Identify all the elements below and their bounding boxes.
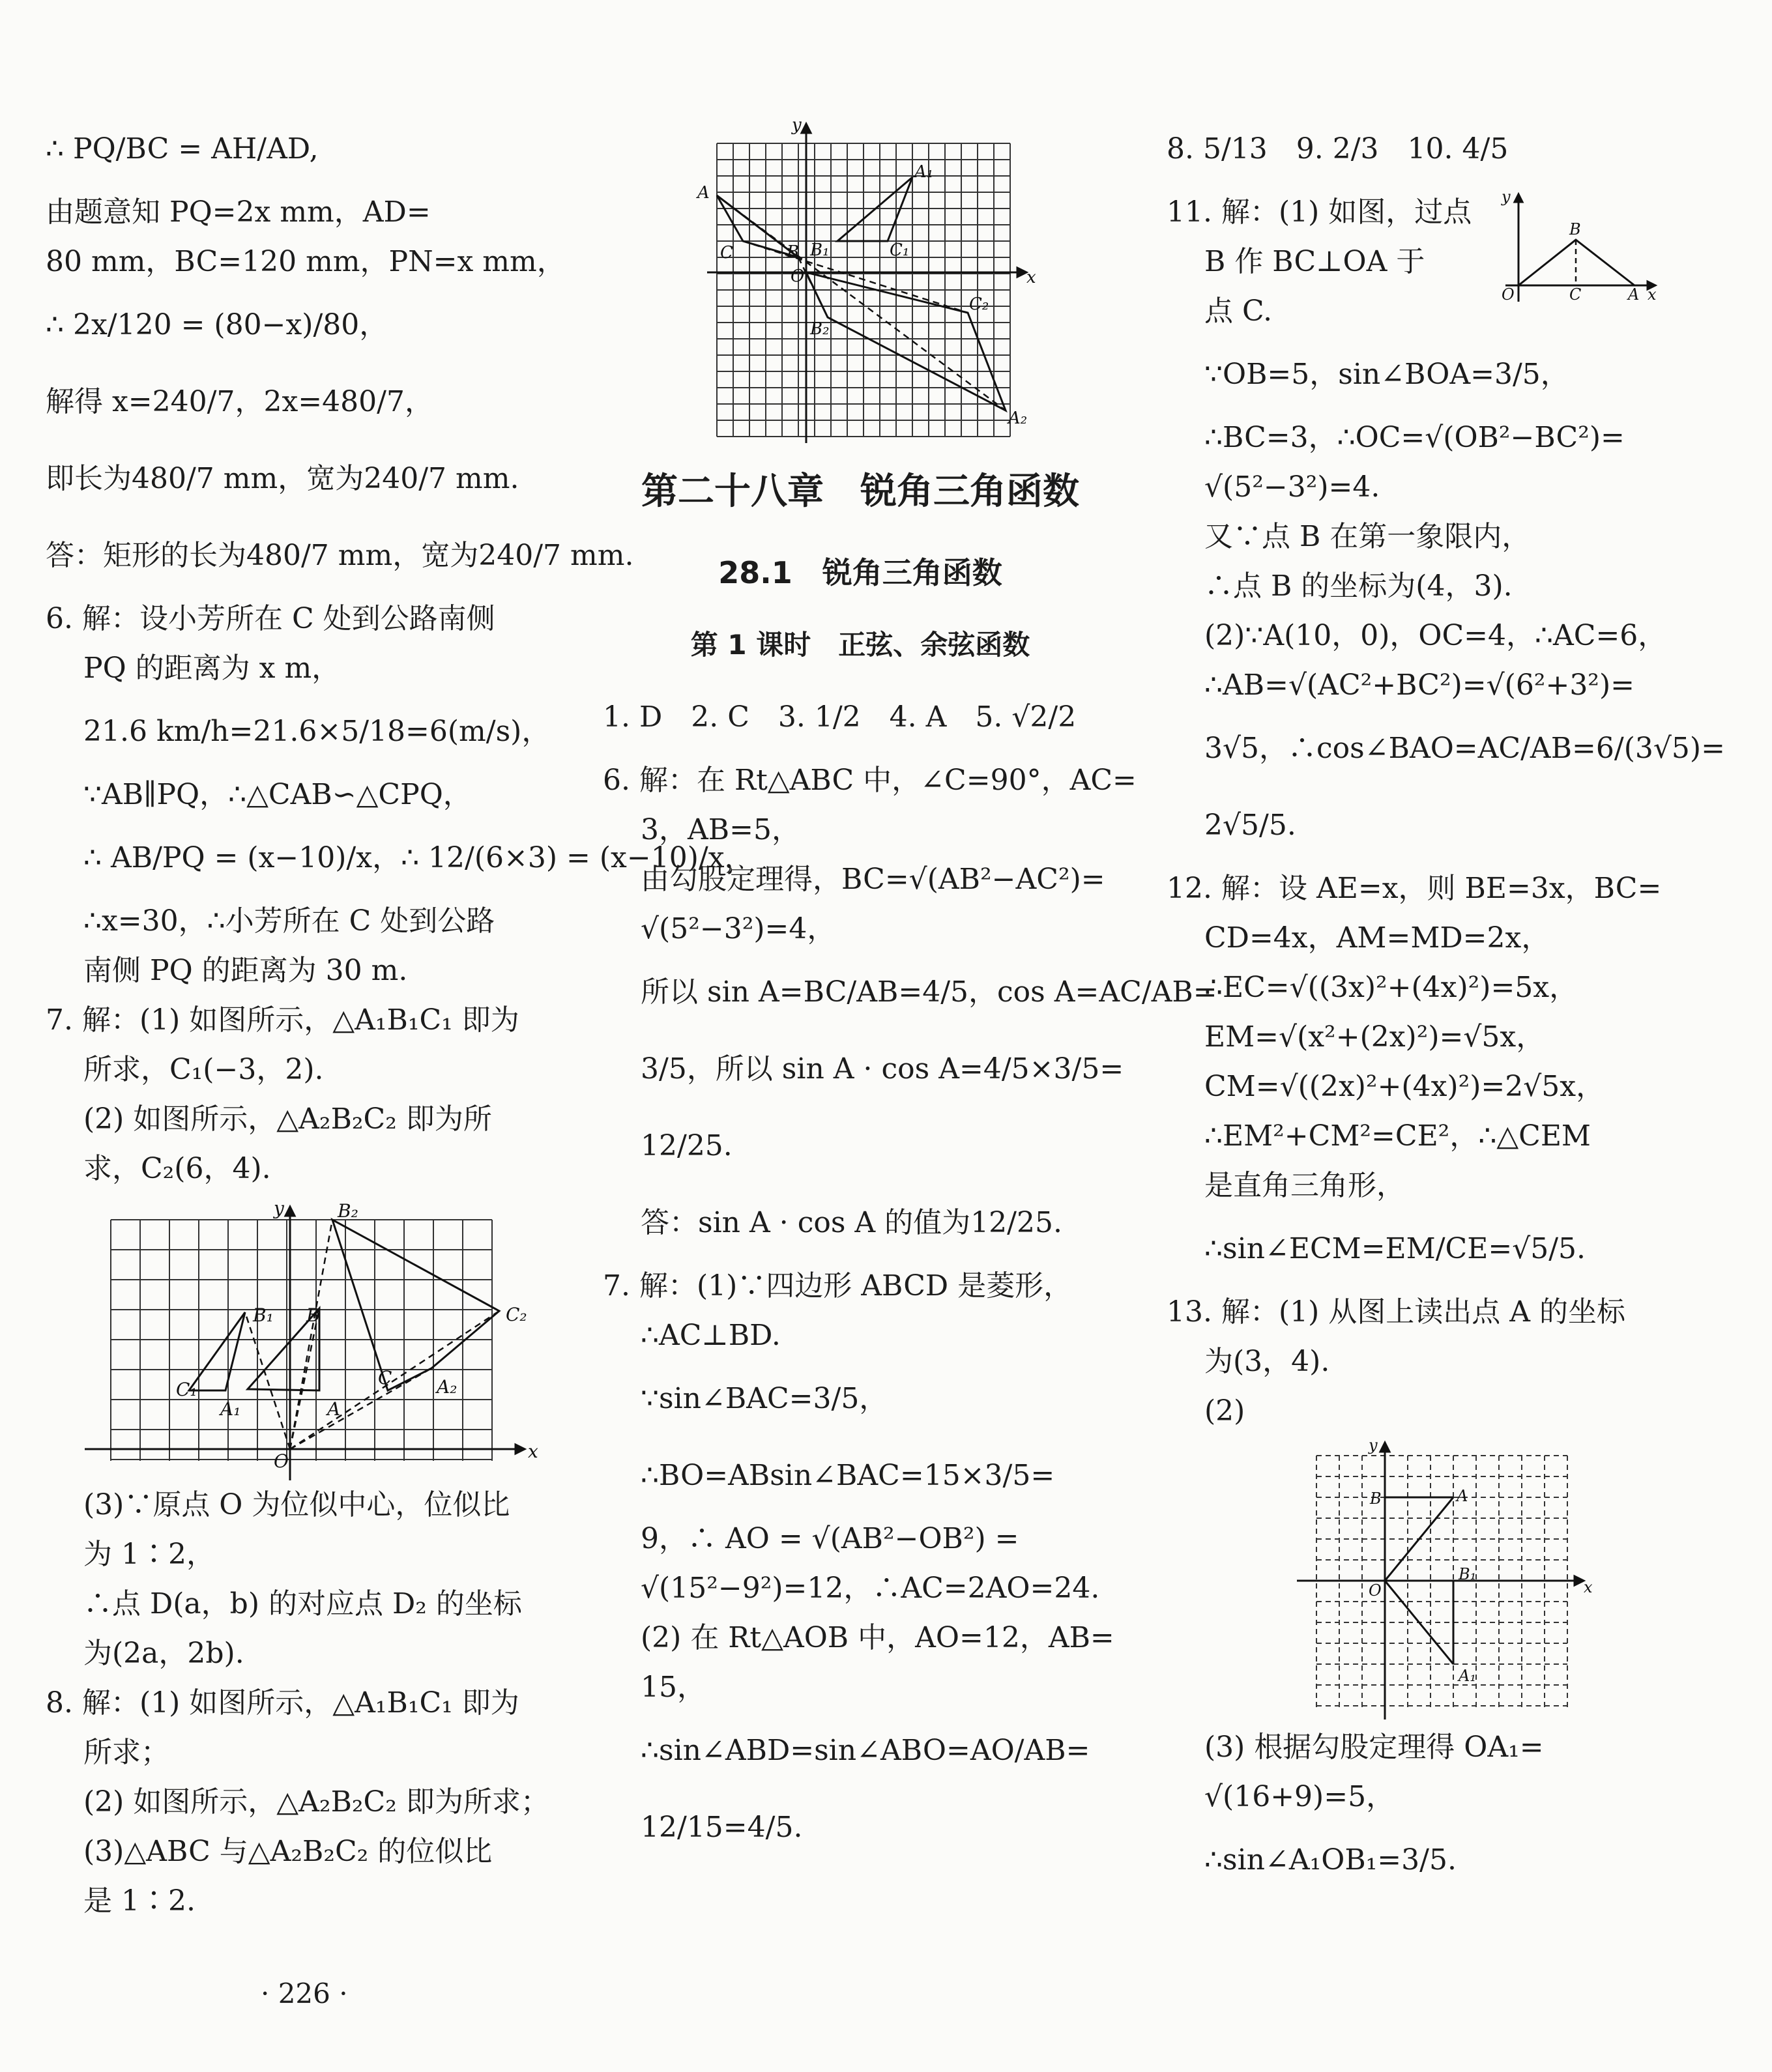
text-line: ∴sin∠ECM=EM/CE=√5/5. [1204, 1232, 1586, 1265]
point-label-b-2: B [787, 242, 800, 262]
text-line: 答：矩形的长为480/7 mm，宽为240/7 mm. [46, 539, 634, 572]
text-line: 21.6 km/h=21.6×5/18=6(m/s)， [83, 715, 551, 748]
text-line: ∴sin∠ABD=sin∠ABO=AO/AB= [641, 1734, 1090, 1767]
figure-homothety-grid-2 [603, 111, 1118, 450]
text-line: 由勾股定理得，BC=√(AB²−AC²)= [641, 863, 1105, 896]
axis-label-x-4: x [1584, 1578, 1593, 1596]
point-label-b1-4: B₁ [1459, 1565, 1477, 1583]
problem-8-heading: 8. 解：(1) 如图所示，△A₁B₁C₁ 即为 [46, 1686, 519, 1719]
text-line: ∴BO=ABsin∠BAC=15×3/5= [641, 1459, 1055, 1492]
text-line: √(5²−3²)=4， [641, 912, 836, 945]
text-line: 所求，C₁(−3，2). [83, 1053, 324, 1086]
text-line: CM=√((2x)²+(4x)²)=2√5x， [1204, 1070, 1605, 1103]
point-label-b1: B₁ [253, 1304, 274, 1326]
chapter-title: 第二十八章 锐角三角函数 [641, 470, 1079, 513]
text-line: 解得 x=240/7，2x=480/7， [46, 385, 433, 418]
axis-label-y-3: y [1502, 188, 1511, 206]
text-line: ∵sin∠BAC=3/5， [641, 1382, 888, 1415]
text-line: (3)∵原点 O 为位似中心，位似比 [83, 1488, 510, 1521]
text-line: (2) 如图所示，△A₂B₂C₂ 即为所 [83, 1102, 492, 1136]
answers-8-10: 8. 5/13 9. 2/3 10. 4/5 [1167, 132, 1509, 165]
text-line: ∴AC⊥BD. [641, 1319, 781, 1352]
problem-12-heading: 12. 解：设 AE=x，则 BE=3x，BC= [1167, 872, 1662, 905]
text-line: (2) 在 Rt△AOB 中，AO=12，AB= [641, 1621, 1114, 1654]
axis-label-y-4: y [1369, 1436, 1378, 1454]
text-line: ∴x=30，∴小芳所在 C 处到公路 [83, 904, 495, 938]
origin-label-4: O [1369, 1581, 1382, 1600]
origin-label-3: O [1502, 285, 1515, 304]
text-line: ∴BC=3，∴OC=√(OB²−BC²)= [1204, 421, 1625, 454]
problem-7-heading-2: 7. 解：(1)∵四边形 ABCD 是菱形， [603, 1269, 1073, 1302]
text-line: 又∵点 B 在第一象限内， [1204, 520, 1531, 553]
text-line: 南侧 PQ 的距离为 30 m. [83, 954, 408, 987]
text-line: 9，∴ AO = √(AB²−OB²) = [641, 1522, 1019, 1555]
point-label-c-2: C [720, 243, 733, 263]
point-label-c2: C₂ [506, 1304, 527, 1325]
section-title: 28.1 锐角三角函数 [718, 555, 1002, 590]
text-line: 答：sin A · cos A 的值为12/25. [641, 1206, 1062, 1239]
point-label-c1: C₁ [176, 1379, 197, 1400]
text-line: (2) 如图所示，△A₂B₂C₂ 即为所求； [83, 1785, 549, 1819]
text-line: 所以 sin A=BC/AB=4/5，cos A=AC/AB= [641, 975, 1217, 1009]
page-number: · 226 · [261, 1978, 348, 2009]
point-label-b-4: B [1370, 1489, 1382, 1508]
text-line: ∵AB∥PQ，∴△CAB∽△CPQ， [83, 778, 472, 811]
text-line: 为(2a，2b). [83, 1637, 244, 1670]
text-line: EM=√(x²+(2x)²)=√5x， [1204, 1020, 1545, 1054]
problem-7-heading: 7. 解：(1) 如图所示，△A₁B₁C₁ 即为 [46, 1003, 519, 1037]
text-line: PQ 的距离为 x m， [83, 652, 341, 685]
text-line: 点 C. [1204, 295, 1273, 328]
point-label-a2: A₂ [437, 1376, 458, 1398]
problem-6-heading: 6. 解：设小芳所在 C 处到公路南侧 [46, 602, 495, 635]
text-line: ∵OB=5，sin∠BOA=3/5， [1204, 358, 1569, 391]
text-line: 为 1∶2， [83, 1538, 215, 1571]
figure-rotation-grid [1167, 1436, 1675, 1723]
text-line: ∴ 2x/120 = (80−x)/80， [46, 308, 388, 341]
axis-label-x: x [528, 1441, 538, 1462]
text-line: 2√5/5. [1204, 809, 1296, 842]
text-line: 15， [641, 1671, 706, 1704]
problem-13-heading: 13. 解：(1) 从图上读出点 A 的坐标 [1167, 1295, 1626, 1329]
point-label-a1-4: A₁ [1459, 1667, 1476, 1685]
point-label-a2-2: A₂ [1008, 409, 1028, 428]
axis-label-y-2: y [792, 115, 802, 135]
point-label-a: A [327, 1398, 341, 1420]
problem-6-heading-2: 6. 解：在 Rt△ABC 中，∠C=90°，AC= [603, 764, 1137, 797]
column-right [1167, 111, 1725, 1899]
text-line: 是 1∶2. [83, 1884, 196, 1918]
text-line: ∴ PQ/BC = AH/AD, [46, 132, 319, 165]
text-line: 即长为480/7 mm，宽为240/7 mm. [46, 462, 519, 495]
lesson-title: 第 1 课时 正弦、余弦函数 [690, 629, 1030, 661]
point-label-c: C [378, 1367, 392, 1389]
point-label-b1-2: B₁ [810, 240, 830, 260]
point-label-b2-2: B₂ [810, 319, 830, 339]
axis-label-y: y [274, 1198, 284, 1219]
text-line: ∴点 D(a，b) 的对应点 D₂ 的坐标 [83, 1587, 522, 1620]
text-line: 80 mm，BC=120 mm，PN=x mm， [46, 245, 566, 278]
text-line: 3√5，∴cos∠BAO=AC/AB=6/(3√5)= [1204, 732, 1725, 765]
text-line: 12/15=4/5. [641, 1811, 803, 1844]
text-line: ∴AB=√(AC²+BC²)=√(6²+3²)= [1204, 669, 1634, 702]
problem-11-block [1167, 188, 1675, 336]
point-label-c-3: C [1569, 285, 1582, 304]
text-line: √(5²−3²)=4. [1204, 470, 1380, 504]
point-label-a-2: A [697, 183, 710, 203]
text-line: ∴sin∠A₁OB₁=3/5. [1204, 1843, 1457, 1877]
problem-11-heading: 11. 解：(1) 如图，过点 [1167, 195, 1472, 229]
text-line: (3)△ABC 与△A₂B₂C₂ 的位似比 [83, 1835, 493, 1868]
text-line: 求，C₂(6，4). [83, 1152, 271, 1185]
point-label-a1: A₁ [220, 1398, 241, 1420]
point-label-a-3: A [1628, 285, 1640, 304]
text-line: B 作 BC⊥OA 于 [1204, 245, 1425, 278]
figure-triangle-obc [1492, 188, 1662, 305]
figure-homothety-grid-1 [46, 1194, 560, 1480]
axis-label-x-3: x [1648, 285, 1657, 304]
text-line: 3/5，所以 sin A · cos A=4/5×3/5= [641, 1052, 1124, 1086]
text-line: ∴ AB/PQ = (x−10)/x，∴ 12/(6×3) = (x−10)/x， [83, 841, 753, 874]
text-line: 3，AB=5， [641, 813, 800, 846]
text-line: 所求； [83, 1736, 169, 1769]
axis-label-x-2: x [1026, 268, 1036, 287]
text-line: (2)∵A(10，0)，OC=4，∴AC=6， [1204, 619, 1667, 652]
text-line: 12/25. [641, 1129, 733, 1162]
origin-label-2: O [791, 266, 805, 286]
point-label-a-4: A [1457, 1487, 1468, 1505]
point-label-b-3: B [1569, 220, 1581, 238]
text-line: (2) [1204, 1394, 1245, 1428]
text-line: 是直角三角形， [1204, 1169, 1405, 1202]
text-line: CD=4x，AM=MD=2x， [1204, 921, 1550, 955]
text-line: ∴点 B 的坐标为(4，3). [1204, 569, 1513, 603]
text-line: ∴EM²+CM²=CE²，∴△CEM [1204, 1119, 1591, 1153]
text-line: √(16+9)=5， [1204, 1780, 1395, 1813]
point-label-b: B [306, 1304, 320, 1326]
point-label-c1-2: C₁ [890, 240, 910, 260]
point-label-b2: B₂ [338, 1200, 358, 1222]
text-line: 由题意知 PQ=2x mm，AD= [46, 195, 431, 229]
column-middle [603, 111, 1217, 1866]
point-label-a1-2: A₁ [914, 162, 934, 182]
origin-label: O [274, 1450, 289, 1472]
point-label-c2-2: C₂ [969, 295, 989, 314]
answers-1-5: 1. D 2. C 3. 1/2 4. A 5. √2/2 [603, 700, 1077, 734]
text-line: (3) 根据勾股定理得 OA₁= [1204, 1731, 1544, 1764]
text-line: √(15²−9²)=12，∴AC=2AO=24. [641, 1572, 1100, 1605]
text-line: ∴EC=√((3x)²+(4x)²)=5x， [1204, 971, 1578, 1004]
text-line: 为(3，4). [1204, 1345, 1330, 1378]
